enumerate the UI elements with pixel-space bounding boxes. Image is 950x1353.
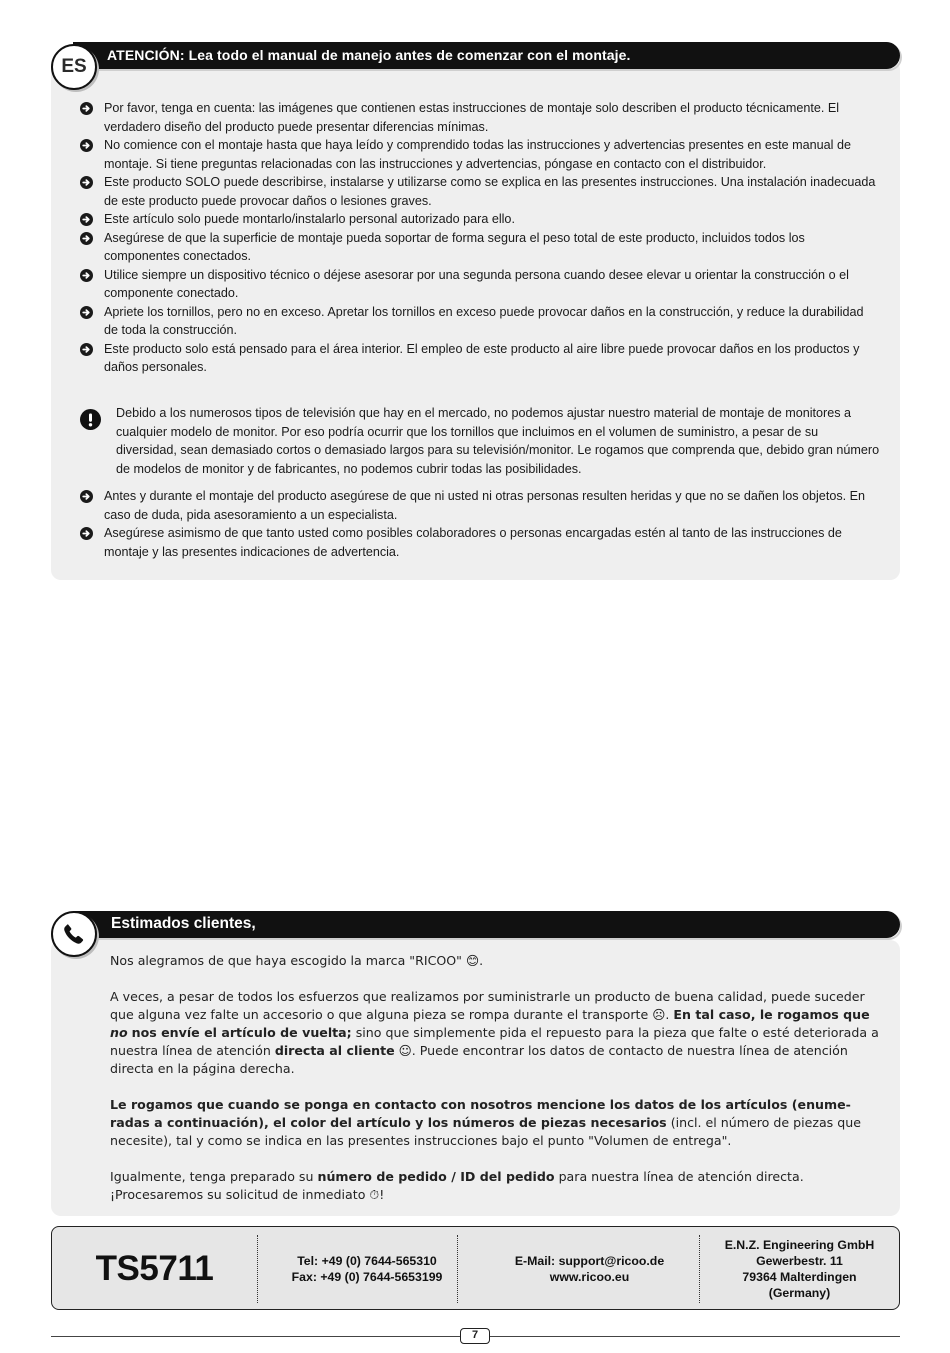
customers-header [73, 911, 900, 938]
language-code: ES [61, 56, 87, 77]
rule-text: Asegúrese asimismo de que tanto usted como posibles colaboradores o personas encargadas estén al tanto de las instrucciones de montaje y las presentes indicaciones de advertencia. [104, 526, 842, 559]
phone-icon [61, 921, 87, 947]
p2-a: A veces, a pesar de todos los esfuerzos que realizamos por suministrarle un producto de buena calidad, puede suceder que alguna vez falte un accesorio o que alguna pieza se rompa durante el transporte ☹. [110, 989, 865, 1022]
divider [457, 1235, 458, 1303]
missing-parts-paragraph [110, 988, 880, 1078]
street: Gewerbestr. 11 [756, 1254, 843, 1268]
divider [257, 1235, 258, 1303]
notice-text: Debido a los numerosos tipos de televisión que hay en el mercado, no podemos ajustar nuestro material de montaje de monitores a cualquier modelo de monitor. Por eso podría ocurrir que los tornillos que incluimos en el volumen de suministro, a pesar de su diversidad, sean demasiado cortos o demasiado largos para su televisión/monitor. Le rogamos que comprenda que, debido gran número de modelos de monitor y de fabricantes, no podemos cubrir todas las posibilidades. [116, 406, 880, 476]
contact-details-paragraph [110, 1096, 880, 1150]
list-item [80, 136, 880, 173]
warning-header [73, 42, 900, 69]
arrow-right-icon [80, 527, 93, 540]
p2-e: sino que simplemente pida el repuesto para la pieza que falte o esté deteriorada a nuestra línea de atención [110, 1025, 879, 1058]
p2-d: nos envíe el artículo de vuelta; [131, 1025, 352, 1040]
website-link[interactable]: www.ricoo.eu [549, 1270, 630, 1284]
warning-rules-list [80, 99, 880, 377]
p2-g: ☺. Puede encontrar los datos de contacto de nuestra línea de atención directa en la página derecha. [110, 1043, 848, 1076]
country: (Germany) [768, 1286, 831, 1300]
phone-badge [51, 911, 97, 957]
p4-c: para nuestra línea de atención directa. ¡Procesaremos su solicitud de inmediato ⏱! [110, 1169, 804, 1202]
tel-number: Tel: +49 (0) 7644-565310 [297, 1254, 437, 1268]
address-column [702, 1227, 897, 1311]
rule-text: No comience con el montaje hasta que haya leído y comprendido todas las instrucciones y advertencias presentes en este manual de montaje. Si tiene preguntas relacionadas con las instrucciones y advertencias, póngase en contacto con el distribuidor. [104, 138, 851, 171]
arrow-right-icon [80, 306, 93, 319]
rule-text: Por favor, tenga en cuenta: las imágenes que contienen estas instrucciones de montaje solo describen el producto técnicamente. El verdadero diseño del producto puede presentar diferencias mínimas. [104, 101, 840, 134]
p3-b: (incl. el número de piezas que necesite), tal y como se indica en las presentes instrucciones bajo el punto "Volumen de entrega". [110, 1115, 861, 1148]
city: 79364 Malterdingen [742, 1270, 857, 1284]
list-item [80, 173, 880, 210]
list-item [80, 210, 880, 229]
list-item [80, 266, 880, 303]
customers-title: Estimados clientes, [111, 915, 256, 932]
arrow-right-icon [80, 213, 93, 226]
order-id-paragraph [110, 1168, 880, 1204]
screw-notice [80, 404, 880, 478]
page-number: 7 [460, 1328, 490, 1344]
p2-f: directa al cliente [274, 1043, 395, 1058]
greeting-paragraph [110, 952, 880, 970]
p1-text: Nos alegramos de que haya escogido la marca "RICOO" 😊. [110, 953, 484, 968]
list-item [80, 229, 880, 266]
web-column [477, 1227, 702, 1311]
rule-text: Este producto SOLO puede describirse, instalarse y utilizarse como se explica en las presentes instrucciones. Una instalación inadecuada de este producto puede provocar daños o lesiones graves. [104, 175, 876, 208]
rule-text: Apriete los tornillos, pero no en exceso. Apretar los tornillos en exceso puede provocar daños en la construcción, y reduce la durabilidad de toda la construcción. [104, 304, 864, 337]
arrow-right-icon [80, 232, 93, 245]
phone-column [267, 1227, 467, 1311]
list-item [80, 340, 880, 377]
arrow-right-icon [80, 139, 93, 152]
rule-text: Antes y durante el montaje del producto asegúrese de que ni usted ni otras personas resulten heridas y que no se dañen los objetos. En caso de duda, pida asesoramiento a un especialista. [104, 489, 866, 522]
email-link[interactable]: E-Mail: support@ricoo.de [514, 1254, 665, 1268]
rule-text: Asegúrese de que la superficie de montaje pueda soportar de forma segura el peso total de este producto, incluidos todos los componentes conectados. [104, 230, 805, 263]
warning-rules-list-2 [80, 487, 880, 561]
list-item [80, 303, 880, 340]
arrow-right-icon [80, 176, 93, 189]
p2-b: En tal caso, le rogamos que [673, 1007, 870, 1022]
company-name: E.N.Z. Engineering GmbH [724, 1238, 875, 1252]
language-badge [51, 44, 97, 90]
rule-text: Utilice siempre un dispositivo técnico o déjese asesorar por una segunda persona cuando desee elevar u orientar la construcción o el componente conectado. [104, 267, 849, 300]
p3-a: Le rogamos que cuando se ponga en contacto con nosotros mencione los datos de los artículos (enume-radas a continuación), el color del artículo y los números de piezas necesarios [110, 1097, 851, 1130]
customers-text [110, 952, 880, 1222]
arrow-right-icon [80, 269, 93, 282]
list-item [80, 487, 880, 524]
product-code: TS5711 [95, 1249, 214, 1288]
p2-c: no [110, 1025, 128, 1040]
arrow-right-icon [80, 102, 93, 115]
exclamation-icon [80, 409, 101, 430]
p4-a: Igualmente, tenga preparado su [110, 1169, 314, 1184]
rule-text: Este producto solo está pensado para el área interior. El empleo de este producto al aire libre puede provocar daños en los productos y daños personales. [104, 341, 860, 374]
p4-b: número de pedido / ID del pedido [317, 1169, 555, 1184]
contact-box [51, 1226, 900, 1310]
list-item [80, 99, 880, 136]
divider [699, 1235, 700, 1303]
warning-title: ATENCIÓN: Lea todo el manual de manejo antes de comenzar con el montaje. [107, 47, 631, 63]
list-item [80, 524, 880, 561]
fax-number: Fax: +49 (0) 7644-5653199 [291, 1270, 443, 1284]
rule-text: Este artículo solo puede montarlo/instalarlo personal autorizado para ello. [104, 212, 515, 226]
arrow-right-icon [80, 490, 93, 503]
arrow-right-icon [80, 343, 93, 356]
